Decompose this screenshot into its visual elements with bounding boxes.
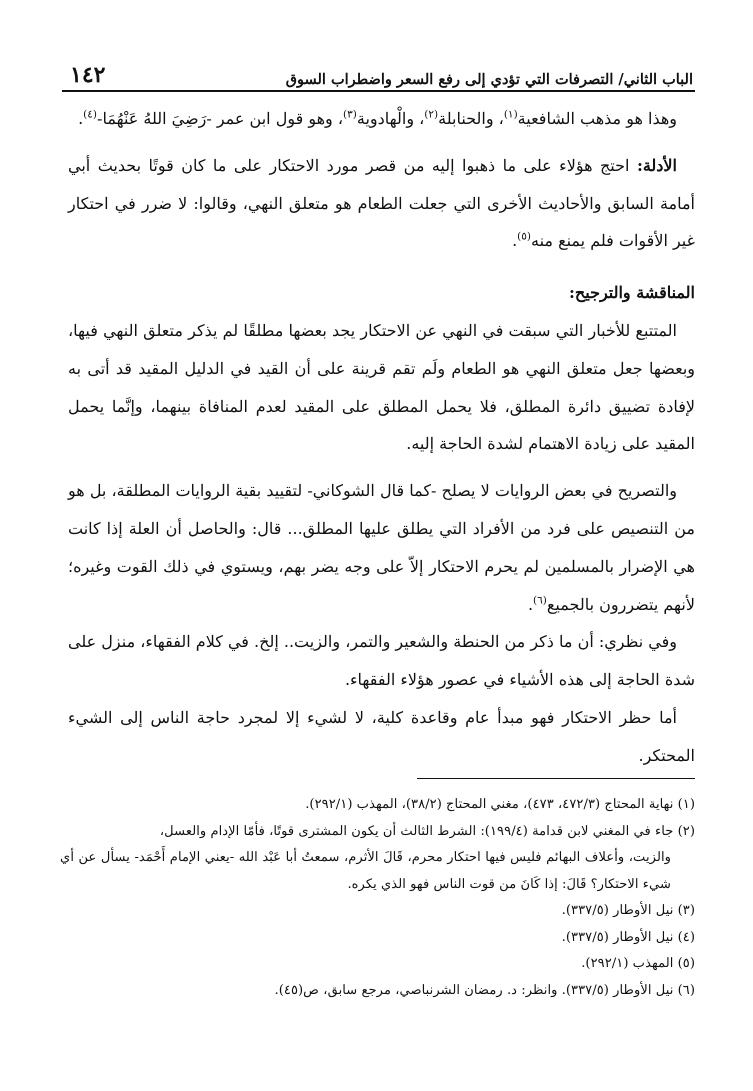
- footnote-2-continued: والزيت، وأعلاف البهائم فليس فيها احتكار محرم، قَالَ الأثرم، سمعتُ أبا عَبْد الله -يعني الإمام أَحْمَد- يسأل عن أي شيء الاحتكار؟ قَالَ: إذا كَانَ من قوت الناس فهو الذي يكره.: [60, 850, 671, 892]
- footnote-2: (٢) جاء في المغني لابن قدامة (١٩٩/٤): الشرط الثالث أن يكون المشترى قوتًا، فأمّا الإدام والعسل،: [159, 823, 695, 839]
- footnote-ref-3[interactable]: (٣): [343, 108, 357, 121]
- page-header: [70, 58, 693, 88]
- footnote-ref-1[interactable]: (١): [503, 108, 518, 121]
- paragraph-conclusion: أما حظر الاحتكار فهو مبدأ عام وقاعدة كلية، لا لشيء إلا لمجرد حاجة الناس إلى الشيء المحتكر.: [68, 707, 695, 765]
- footnotes: [60, 792, 695, 1004]
- page-number: ١٤٢: [70, 62, 106, 88]
- footnote-6: (٦) نيل الأوطار (٣٣٧/٥). وانظر: د. رمضان الشرنباصي، مرجع سابق، ص(٤٥).: [274, 982, 695, 998]
- footnote-ref-4[interactable]: (٤): [83, 108, 98, 121]
- main-text: [68, 100, 695, 775]
- paragraph-opinion: وفي نظري: أن ما ذكر من الحنطة والشعير والتمر، والزيت.. إلخ. في كلام الفقهاء، منزل على شدة الحاجة إلى هذه الأشياء في عصور هؤلاء الفقهاء.: [68, 632, 695, 690]
- header-rule: [62, 90, 695, 92]
- footnote-ref-6[interactable]: (٦): [533, 594, 547, 607]
- footnote-1: (١) نهاية المحتاج (٤٧٢/٣، ٤٧٣)، مغني المحتاج (٣٨/٢)، المهذب (٢٩٢/١).: [305, 797, 695, 812]
- paragraph-madhhab: وهذا هو مذهب الشافعية$^{(١)}$، والحنابلة$^{(٢)}$، والْهادوية$^{(٣)}$، وهو قول ابن عمر -رَضِيَ اللهُ عَنْهُمَا-$^{(٤)}$.: [78, 108, 677, 128]
- footnote-3: (٣) نيل الأوطار (٣٣٧/٥).: [561, 903, 695, 918]
- footnote-ref-2[interactable]: (٢): [424, 108, 439, 121]
- footnote-4: (٤) نيل الأوطار (٣٣٧/٥).: [561, 929, 695, 945]
- running-title: الباب الثاني/ التصرفات التي تؤدي إلى رفع السعر واضطراب السوق: [285, 71, 693, 88]
- footnote-5: (٥) المهذب (٢٩٢/١).: [581, 956, 695, 971]
- section-heading: المناقشة والترجيح:: [569, 283, 695, 303]
- paragraph-shawkani: والتصريح في بعض الروايات لا يصلح -كما قال الشوكاني- لتقييد بقية الروايات المطلقة، بل هو من التنصيص على فرد من الأفراد التي يطلق عليها المطلق... قال: والحاصل أن العلة إذا كانت هي الإضرار بالمسلمين لم يحرم الاحتكار إلاّ على وجه يضر بهم، ويستوي في ذلك القوت وغيره؛ لأنهم يتضررون بالجميع$^{(٦)}$.: [68, 481, 695, 614]
- paragraph-evidence: الأدلة: احتج هؤلاء على ما ذهبوا إليه من قصر مورد الاحتكار على ما كان قوتًا بحديث أبي أمامة السابق والأحاديث الأخرى التي جعلت الطعام هو متعلق النهي، وقالوا: لا ضرر في احتكار غير الأقوات فلم يمنع منه$^{(٥)}$.: [68, 155, 695, 251]
- footnote-separator: [417, 778, 695, 779]
- paragraph-discussion: المتتبع للأخبار التي سبقت في النهي عن الاحتكار يجد بعضها مطلقًا لم يذكر متعلق النهي فيها، وبعضها جعل متعلق النهي هو الطعام ولَم تقم قرينة على أن القيد في الدليل المقيد قد أتى به لإفادة تضييق دائرة المطلق، فلا يحمل المطلق على المقيد لعدم المنافاة بينهما، وإنَّما يحمل المقيد على زيادة الاهتمام لشدة الحاجة إليه.: [68, 320, 695, 454]
- footnote-ref-5[interactable]: (٥): [517, 231, 532, 244]
- evidence-label: الأدلة:: [636, 155, 677, 175]
